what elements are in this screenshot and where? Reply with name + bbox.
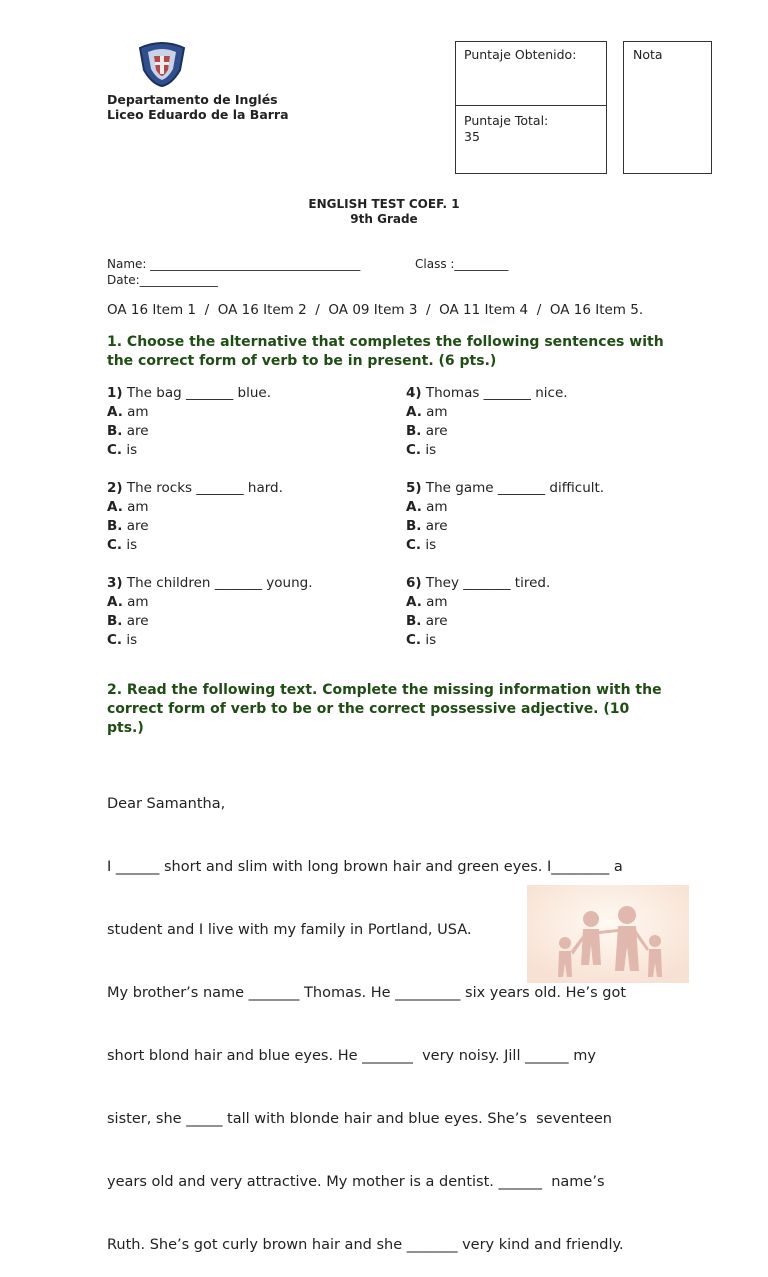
question-text: The bag _______ blue. — [126, 385, 271, 401]
option-a[interactable]: A. am — [107, 499, 149, 515]
question-number: 1) — [107, 385, 123, 401]
text-line: My brother’s name _______ Thomas. He _________ six years old. He’s got — [107, 985, 626, 1001]
question-number: 6) — [406, 575, 422, 591]
question-number: 3) — [107, 575, 123, 591]
question-6 — [406, 574, 550, 650]
option-c[interactable]: C. is — [107, 632, 138, 648]
option-a[interactable]: A. am — [406, 499, 448, 515]
text-line: student and I live with my family in Portland, USA. — [107, 922, 472, 938]
school-logo — [136, 40, 188, 88]
objectives-line: OA 16 Item 1 / OA 16 Item 2 / OA 09 Item 3 / OA 11 Item 4 / OA 16 Item 5. — [107, 302, 644, 318]
school-name: Liceo Eduardo de la Barra — [107, 107, 289, 122]
text-line: sister, she _____ tall with blonde hair and blue eyes. She’s seventeen — [107, 1111, 612, 1127]
option-b[interactable]: B. are — [107, 518, 149, 534]
question-text: The game _______ difficult. — [425, 480, 605, 496]
question-number: 2) — [107, 480, 123, 496]
text-line: short blond hair and blue eyes. He _______ very noisy. Jill ______ my — [107, 1048, 596, 1064]
text-line: I ______ short and slim with long brown hair and green eyes. I________ a — [107, 859, 623, 875]
text-line: years old and very attractive. My mother is a dentist. ______ name’s — [107, 1174, 605, 1190]
option-b[interactable]: B. are — [107, 423, 149, 439]
section1-heading — [107, 333, 664, 371]
question-number: 4) — [406, 385, 422, 401]
text-line: Ruth. She’s got curly brown hair and she _______ very kind and friendly. — [107, 1237, 624, 1253]
section1-heading-line2: the correct form of verb to be in present. (6 pts.) — [107, 353, 497, 369]
question-text: Thomas _______ nice. — [425, 385, 568, 401]
question-text: They _______ tired. — [425, 575, 551, 591]
section2-heading — [107, 681, 662, 738]
date-field[interactable]: Date:_____________ — [107, 273, 218, 287]
question-4 — [406, 384, 568, 460]
section2-heading-line2: correct form of verb to be or the correct possessive adjective. (10 — [107, 701, 630, 717]
question-5 — [406, 479, 604, 555]
option-c[interactable]: C. is — [406, 632, 437, 648]
reading-text — [107, 752, 626, 1277]
option-b[interactable]: B. are — [406, 423, 448, 439]
class-field[interactable]: Class :_________ — [415, 257, 509, 271]
question-1 — [107, 384, 271, 460]
question-number: 5) — [406, 480, 422, 496]
score-total-value: 35 — [464, 129, 480, 144]
question-2 — [107, 479, 283, 555]
score-box-divider — [456, 105, 606, 106]
section2-heading-line3: pts.) — [107, 720, 144, 736]
question-3 — [107, 574, 313, 650]
option-a[interactable]: A. am — [107, 404, 149, 420]
option-c[interactable]: C. is — [406, 537, 437, 553]
option-b[interactable]: B. are — [406, 518, 448, 534]
section1-heading-line1: 1. Choose the alternative that completes the following sentences with — [107, 334, 664, 350]
grade-box — [623, 41, 712, 174]
section2-heading-line1: 2. Read the following text. Complete the missing information with the — [107, 682, 662, 698]
score-box — [455, 41, 607, 174]
question-text: The rocks _______ hard. — [126, 480, 283, 496]
grade-label: Nota — [633, 47, 663, 62]
option-b[interactable]: B. are — [406, 613, 448, 629]
option-a[interactable]: A. am — [406, 404, 448, 420]
test-title: ENGLISH TEST COEF. 1 — [308, 197, 460, 211]
option-c[interactable]: C. is — [107, 442, 138, 458]
option-c[interactable]: C. is — [107, 537, 138, 553]
score-obtained-label: Puntaje Obtenido: — [464, 47, 577, 62]
test-grade: 9th Grade — [350, 212, 418, 226]
name-field[interactable]: Name: ___________________________________ — [107, 257, 361, 271]
department-name: Departamento de Inglés — [107, 92, 278, 107]
text-line: Dear Samantha, — [107, 796, 226, 812]
school-info — [107, 92, 289, 122]
score-total-label: Puntaje Total: — [464, 113, 549, 128]
option-c[interactable]: C. is — [406, 442, 437, 458]
option-a[interactable]: A. am — [107, 594, 149, 610]
question-text: The children _______ young. — [126, 575, 313, 591]
option-b[interactable]: B. are — [107, 613, 149, 629]
option-a[interactable]: A. am — [406, 594, 448, 610]
